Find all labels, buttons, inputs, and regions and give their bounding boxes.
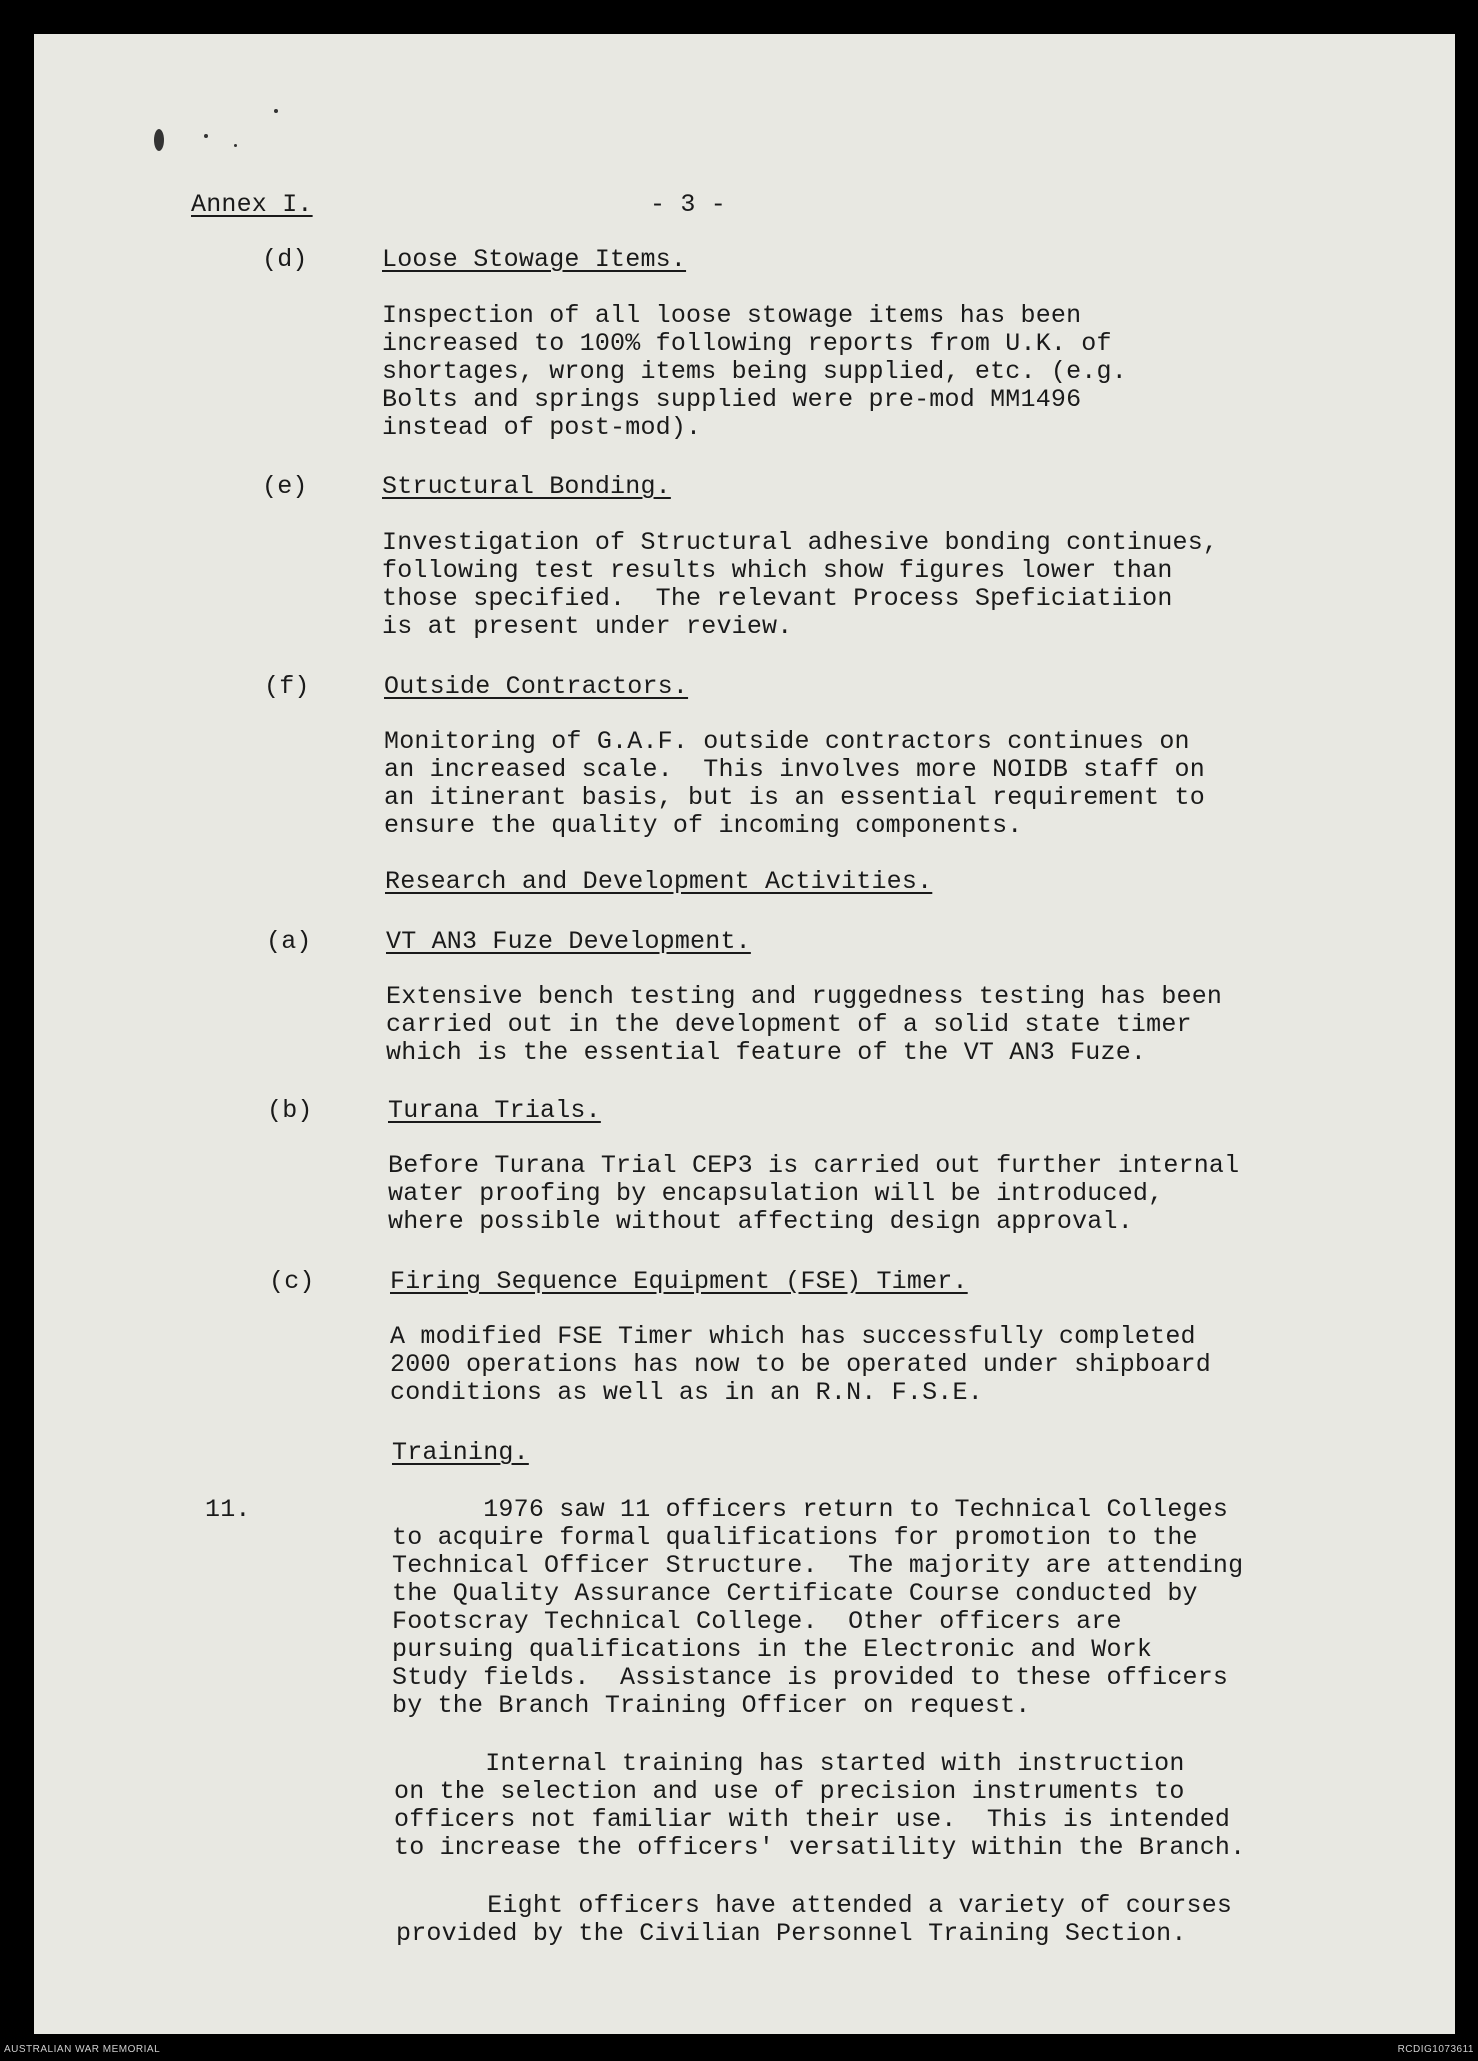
body-line: shortages, wrong items being supplied, etc. (e.g. <box>382 357 1127 386</box>
body-line: Technical Officer Structure. The majority are attending <box>392 1551 1244 1580</box>
body-line: Bolts and springs supplied were pre-mod MM1496 <box>382 385 1082 414</box>
annex-label: Annex I. <box>191 190 313 219</box>
body-line: Inspection of all loose stowage items has been <box>382 301 1082 330</box>
section-heading: Loose Stowage Items. <box>382 245 687 274</box>
section-heading: Turana Trials. <box>388 1096 601 1125</box>
body-line: Before Turana Trial CEP3 is carried out further internal <box>388 1151 1240 1180</box>
body-line: on the selection and use of precision instruments to <box>394 1777 1185 1806</box>
body-line: Investigation of Structural adhesive bonding continues, <box>382 528 1219 557</box>
ink-blot <box>154 129 164 151</box>
body-line: pursuing qualifications in the Electronic and Work <box>392 1635 1153 1664</box>
item-label: (c) <box>269 1267 315 1296</box>
body-line: conditions as well as in an R.N. F.S.E. <box>390 1378 983 1407</box>
body-line: provided by the Civilian Personnel Training Section. <box>396 1919 1187 1948</box>
item-label: (f) <box>264 672 310 701</box>
page-number: - 3 - <box>650 190 727 219</box>
paragraph-number: 11. <box>205 1495 251 1524</box>
body-line: 1976 saw 11 officers return to Technical Colleges <box>392 1495 1229 1524</box>
body-line: Internal training has started with instruction <box>394 1749 1185 1778</box>
body-line: those specified. The relevant Process Speficiatiion <box>382 584 1173 613</box>
section-heading: Training. <box>392 1438 529 1467</box>
body-line: carried out in the development of a solid state timer <box>386 1010 1192 1039</box>
body-line: A modified FSE Timer which has successfully completed <box>390 1322 1196 1351</box>
body-line: Extensive bench testing and ruggedness testing has been <box>386 982 1223 1011</box>
body-line: to increase the officers' versatility within the Branch. <box>394 1833 1246 1862</box>
body-line: an itinerant basis, but is an essential requirement to <box>384 783 1205 812</box>
section-heading: VT AN3 Fuze Development. <box>386 927 751 956</box>
item-label: (e) <box>262 472 308 501</box>
item-label: (d) <box>262 245 308 274</box>
body-line: the Quality Assurance Certificate Course conducted by <box>392 1579 1198 1608</box>
section-heading: Outside Contractors. <box>384 672 689 701</box>
body-line: increased to 100% following reports from U.K. of <box>382 329 1112 358</box>
body-line: by the Branch Training Officer on request. <box>392 1691 1031 1720</box>
body-line: Monitoring of G.A.F. outside contractors continues on <box>384 727 1190 756</box>
body-line: Eight officers have attended a variety of courses <box>396 1891 1233 1920</box>
body-line: officers not familiar with their use. This is intended <box>394 1805 1231 1834</box>
body-line: ensure the quality of incoming components. <box>384 811 1023 840</box>
body-line: instead of post-mod). <box>382 413 702 442</box>
body-line: Study fields. Assistance is provided to these officers <box>392 1663 1229 1692</box>
section-heading: Firing Sequence Equipment (FSE) Timer. <box>390 1267 968 1296</box>
body-line: is at present under review. <box>382 612 793 641</box>
body-line: an increased scale. This involves more NOIDB staff on <box>384 755 1205 784</box>
item-label: (b) <box>267 1096 313 1125</box>
ink-speck <box>204 134 208 138</box>
item-label: (a) <box>266 927 312 956</box>
body-line: following test results which show figures lower than <box>382 556 1173 585</box>
body-line: water proofing by encapsulation will be introduced, <box>388 1179 1164 1208</box>
body-line: which is the essential feature of the VT AN3 Fuze. <box>386 1038 1147 1067</box>
section-heading: Research and Development Activities. <box>385 867 933 896</box>
footer-archive-name: AUSTRALIAN WAR MEMORIAL <box>4 2044 161 2055</box>
body-line: to acquire formal qualifications for promotion to the <box>392 1523 1198 1552</box>
ink-speck <box>274 109 278 113</box>
footer-reference-id: RCDIG1073611 <box>1397 2044 1474 2055</box>
body-line: where possible without affecting design approval. <box>388 1207 1133 1236</box>
section-heading: Structural Bonding. <box>382 472 671 501</box>
ink-speck <box>234 144 237 147</box>
body-line: 2000 operations has now to be operated under shipboard <box>390 1350 1211 1379</box>
body-line: Footscray Technical College. Other officers are <box>392 1607 1122 1636</box>
